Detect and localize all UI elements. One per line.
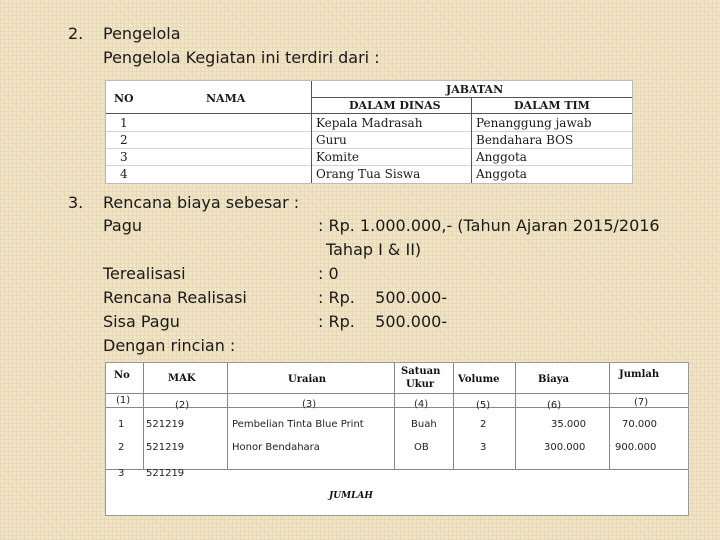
table1-row-4-dinas: Orang Tua Siswa — [316, 167, 421, 181]
pagu-value-continued: Tahap I & II) — [326, 240, 422, 259]
table1-row-3-tim: Anggota — [476, 150, 527, 164]
pagu-value: : Rp. 1.000.000,- (Tahun Ajaran 2015/2016 — [318, 216, 660, 235]
table1-row-3-dinas: Komite — [316, 150, 360, 164]
rencana-realisasi-value: : Rp. 500.000- — [318, 288, 448, 307]
table2-row-2-jumlah: 900.000 — [615, 442, 657, 453]
section-3-title: Rencana biaya sebesar : — [103, 193, 300, 212]
table2-row-1-biaya: 35.000 — [551, 419, 586, 430]
terealisasi-label: Terealisasi — [103, 264, 186, 283]
section-2-title: Pengelola — [103, 24, 181, 43]
table2-row-2-volume: 3 — [480, 442, 487, 453]
table2-header-volume: Volume — [458, 374, 500, 385]
table2-colnum-5: (5) — [476, 400, 491, 411]
sisa-pagu-value: : Rp. 500.000- — [318, 312, 448, 331]
table1-header-nama: NAMA — [206, 92, 246, 105]
table2-colnum-2: (2) — [175, 400, 190, 411]
table2-row-2-mak: 521219 — [146, 442, 185, 453]
rincian-table — [105, 362, 689, 516]
section-2-subtitle: Pengelola Kegiatan ini terdiri dari : — [103, 48, 380, 67]
table2-header-jumlah: Jumlah — [619, 369, 660, 380]
table2-colnum-6: (6) — [547, 400, 562, 411]
table1-header-dalam-dinas: DALAM DINAS — [349, 99, 441, 112]
table1-row-2-dinas: Guru — [316, 133, 347, 147]
table1-row-1-dinas: Kepala Madrasah — [316, 116, 423, 130]
table1-header-dalam-tim: DALAM TIM — [514, 99, 590, 112]
table1-row-3-no: 3 — [120, 150, 128, 164]
table2-header-no: No — [114, 370, 130, 381]
table2-colnum-3: (3) — [302, 399, 317, 410]
table2-header-ukur: Ukur — [406, 379, 435, 390]
table1-row-4-no: 4 — [120, 167, 128, 181]
table2-colnum-4: (4) — [414, 399, 429, 410]
table2-row-1-mak: 521219 — [146, 419, 185, 430]
table2-row-1-uraian: Pembelian Tinta Blue Print — [232, 419, 364, 430]
table2-row-1-jumlah: 70.000 — [622, 419, 657, 430]
table1-row-2-tim: Bendahara BOS — [476, 133, 574, 147]
table2-colnum-1: (1) — [116, 395, 131, 406]
table2-header-mak: MAK — [168, 373, 196, 384]
table2-header-biaya: Biaya — [538, 374, 570, 385]
table2-row-2-satuan: OB — [414, 442, 429, 453]
pengelola-table — [105, 80, 633, 184]
table1-row-2-no: 2 — [120, 133, 128, 147]
sisa-pagu-label: Sisa Pagu — [103, 312, 180, 331]
table2-row-2-uraian: Honor Bendahara — [232, 442, 320, 453]
rencana-realisasi-label: Rencana Realisasi — [103, 288, 247, 307]
pagu-label: Pagu — [103, 216, 143, 235]
rincian-label: Dengan rincian : — [103, 336, 236, 355]
table2-row-3-no: 3 — [118, 468, 125, 479]
table1-row-1-no: 1 — [120, 116, 128, 130]
table1-header-jabatan: JABATAN — [446, 83, 504, 96]
table2-row-3-mak: 521219 — [146, 468, 185, 479]
table1-row-4-tim: Anggota — [476, 167, 527, 181]
table2-row-1-satuan: Buah — [411, 419, 437, 430]
table2-row-2-no: 2 — [118, 442, 125, 453]
table1-row-1-tim: Penanggung jawab — [476, 116, 592, 130]
table2-header-satuan: Satuan — [401, 366, 441, 377]
section-3-number: 3. — [68, 193, 84, 212]
table2-colnum-7: (7) — [634, 397, 649, 408]
table2-total-label: JUMLAH — [329, 491, 373, 501]
table2-header-uraian: Uraian — [288, 374, 327, 385]
table1-header-no: NO — [114, 92, 134, 105]
table2-row-1-no: 1 — [118, 419, 125, 430]
table2-row-1-volume: 2 — [480, 419, 487, 430]
table2-row-2-biaya: 300.000 — [544, 442, 586, 453]
terealisasi-value: : 0 — [318, 264, 339, 283]
section-2-number: 2. — [68, 24, 84, 43]
